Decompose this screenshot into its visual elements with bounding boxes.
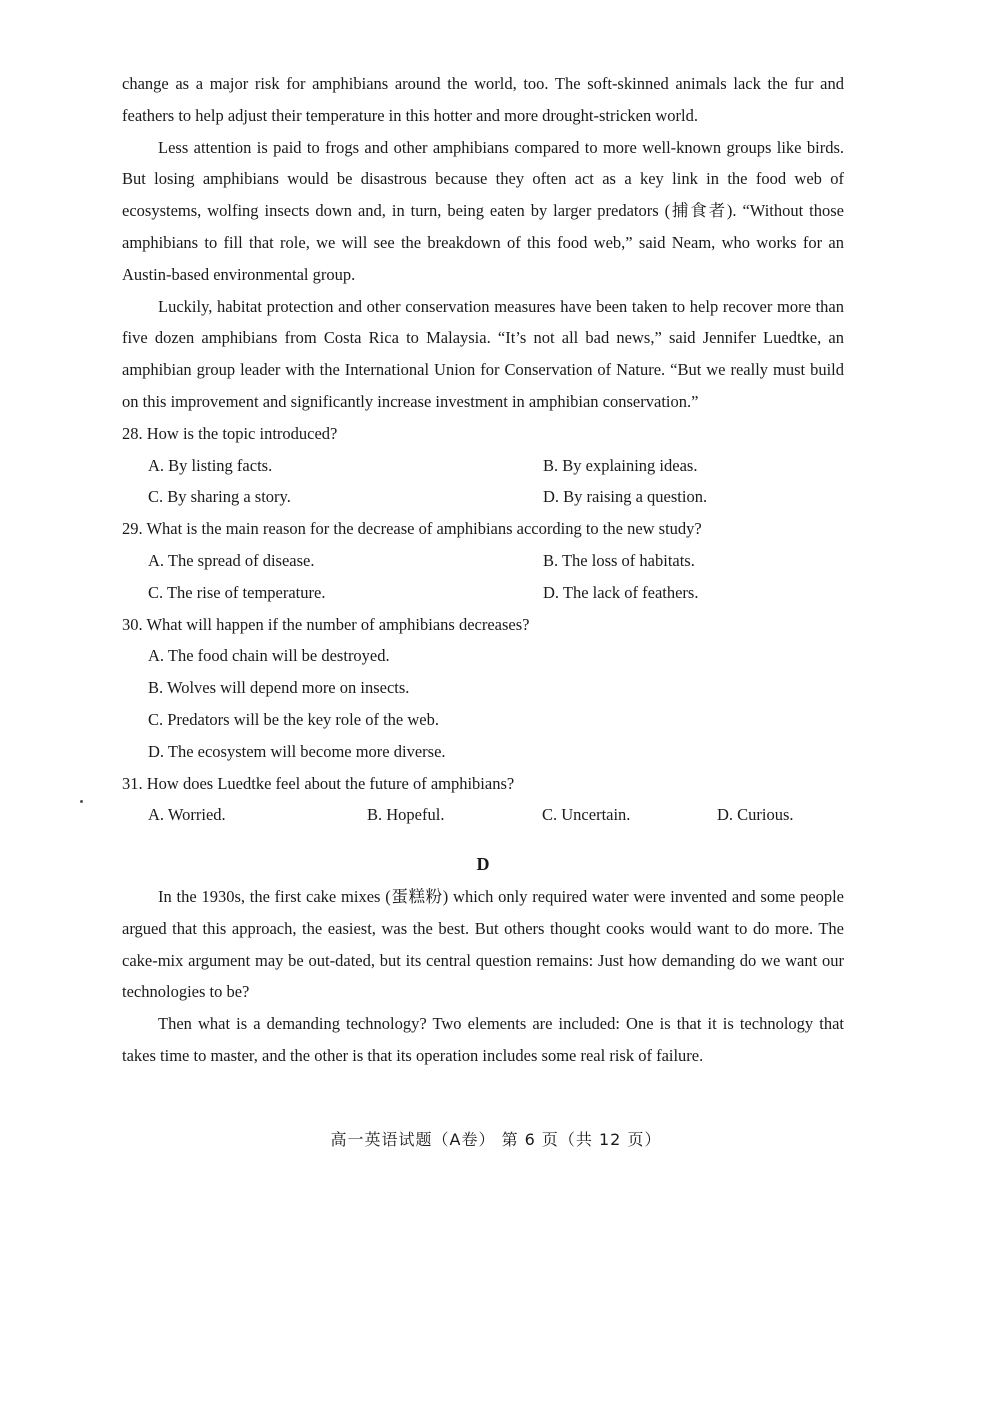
option-b: B. By explaining ideas.	[543, 455, 698, 475]
question-stem: 30. What will happen if the number of amphibians decreases?	[122, 614, 530, 634]
option-group	[122, 640, 844, 767]
option-b: B. The loss of habitats.	[543, 550, 695, 570]
option-a: A. The spread of disease.	[148, 550, 315, 570]
passage-c-paragraph-2: Less attention is paid to frogs and other amphibians compared to more well-known groups like birds. But losing amphibians would be disastrous because they often act as a key link in the food web of ecosystems, wolfing insects down and, in turn, being eaten by larger predators (捕食者). “Without those amphibians to fill that role, we will see the breakdown of this food web,” said Neam, who works for an Austin-based environmental group.	[122, 137, 844, 284]
passage-c-paragraph-3: Luckily, habitat protection and other conservation measures have been taken to help recover more than five dozen amphibians from Costa Rica to Malaysia. “It’s not all bad news,” said Jennifer Luedtke, an amphibian group leader with the International Union for Conservation of Nature. “But we really must build on this improvement and significantly increase investment in amphibian conservation.”	[122, 296, 844, 411]
question-31	[122, 768, 844, 832]
passage-d-paragraph-1: In the 1930s, the first cake mixes (蛋糕粉) which only required water were invented and some people argued that this approach, the easiest, was the best. But others thought cooks would want to do more. The cake-mix argument may be out-dated, but its central question remains: Just how demanding do we want our technologies to be?	[122, 886, 844, 1002]
option-group	[122, 450, 844, 514]
question-30	[122, 609, 844, 768]
passage-c-paragraph-1: change as a major risk for amphibians around the world, too. The soft-skinned animals lack the fur and feathers to help adjust their temperature in this hotter and more drought-stricken world.	[122, 74, 844, 125]
passage-d-title: D	[476, 854, 490, 875]
option-d: D. Curious.	[717, 805, 794, 825]
option-d: D. By raising a question.	[543, 487, 708, 507]
option-b: B. Wolves will depend more on insects.	[148, 678, 410, 698]
question-28	[122, 418, 844, 513]
exam-page	[122, 68, 844, 1072]
scan-speck	[80, 800, 83, 803]
option-group	[122, 545, 844, 609]
page-footer: 高一英语试题（A卷） 第 6 页（共 12 页）	[330, 1130, 662, 1149]
option-c: C. By sharing a story.	[148, 487, 291, 507]
question-stem: 31. How does Luedtke feel about the future of amphibians?	[122, 773, 515, 793]
option-c: C. Uncertain.	[542, 805, 631, 825]
option-c: C. Predators will be the key role of the web.	[148, 709, 439, 729]
option-d: D. The ecosystem will become more diverse.	[148, 741, 446, 761]
option-c: C. The rise of temperature.	[148, 582, 326, 602]
option-b: B. Hopeful.	[367, 805, 445, 825]
question-29	[122, 513, 844, 608]
passage-d-paragraph-2: Then what is a demanding technology? Two elements are included: One is that it is technology that takes time to master, and the other is that its operation includes some real risk of failure.	[122, 1014, 844, 1065]
option-d: D. The lack of feathers.	[543, 582, 699, 602]
question-stem: 29. What is the main reason for the decrease of amphibians according to the new study?	[122, 519, 702, 539]
option-a: A. By listing facts.	[148, 455, 273, 475]
option-a: A. Worried.	[148, 805, 226, 825]
option-a: A. The food chain will be destroyed.	[148, 646, 390, 666]
option-group	[122, 799, 844, 831]
question-stem: 28. How is the topic introduced?	[122, 423, 338, 443]
